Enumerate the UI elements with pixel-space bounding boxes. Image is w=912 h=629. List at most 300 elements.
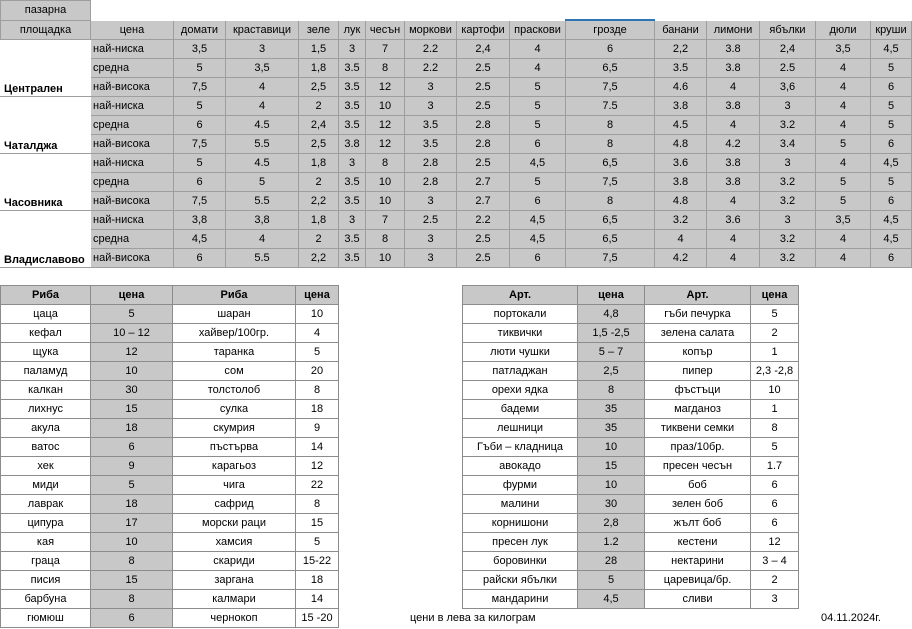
empty-cell xyxy=(871,1,912,21)
price-cell: 10 xyxy=(366,249,405,268)
item-name: толстолоб xyxy=(173,381,296,400)
table-row xyxy=(1,495,339,514)
market-name: Чаталджа xyxy=(1,97,91,154)
item-price: 4,5 xyxy=(578,590,645,609)
table-row xyxy=(463,324,799,343)
price-cell: 5 xyxy=(871,116,912,135)
item-price: 35 xyxy=(578,400,645,419)
price-cell: 4 xyxy=(707,192,760,211)
price-cell: 5 xyxy=(871,97,912,116)
price-cell: 3.5 xyxy=(339,78,366,97)
table-row xyxy=(463,514,799,533)
item-price: 6 xyxy=(751,514,799,533)
item-price: 8 xyxy=(751,419,799,438)
item-name: сулка xyxy=(173,400,296,419)
price-cell: 4 xyxy=(816,78,871,97)
item-price: 15-22 xyxy=(296,552,339,571)
price-level: средна xyxy=(91,59,174,78)
table-row xyxy=(463,438,799,457)
price-cell: 6 xyxy=(871,78,912,97)
item-name: калмари xyxy=(173,590,296,609)
item-name: ватос xyxy=(1,438,91,457)
price-cell: 3.8 xyxy=(707,97,760,116)
price-cell: 3 xyxy=(226,40,299,59)
item-price: 18 xyxy=(91,419,173,438)
item-name: лешници xyxy=(463,419,578,438)
produce-price-table xyxy=(462,285,799,609)
price-cell: 3 xyxy=(405,192,457,211)
table-row xyxy=(1,533,339,552)
price-level: най-висока xyxy=(91,78,174,97)
item-price: 8 xyxy=(91,590,173,609)
price-cell: 3.2 xyxy=(760,116,816,135)
price-cell: 5.5 xyxy=(226,135,299,154)
corner-label-top: пазарна xyxy=(1,1,91,21)
table-row xyxy=(463,343,799,362)
price-cell: 3.5 xyxy=(339,230,366,249)
price-cell: 3.8 xyxy=(655,97,707,116)
header-row xyxy=(1,1,912,21)
header-row xyxy=(1,286,339,305)
price-level: най-висока xyxy=(91,249,174,268)
price-cell: 6 xyxy=(871,249,912,268)
price-cell: 4 xyxy=(510,59,566,78)
item-name: тиквени семки xyxy=(645,419,751,438)
price-cell: 2.8 xyxy=(405,173,457,192)
column-header: цена xyxy=(751,286,799,305)
item-price: 18 xyxy=(296,400,339,419)
price-cell: 3.6 xyxy=(655,154,707,173)
empty-cell xyxy=(366,1,405,21)
price-cell: 2,5 xyxy=(299,135,339,154)
price-cell: 10 xyxy=(366,97,405,116)
table-row xyxy=(1,97,912,116)
price-cell: 4 xyxy=(816,116,871,135)
price-cell: 3 xyxy=(405,249,457,268)
price-cell: 3,5 xyxy=(816,40,871,59)
column-header: цена xyxy=(578,286,645,305)
price-cell: 4,5 xyxy=(510,211,566,230)
price-cell: 3.2 xyxy=(760,249,816,268)
item-price: 15 -20 xyxy=(296,609,339,628)
empty-cell xyxy=(816,1,871,21)
item-price: 35 xyxy=(578,419,645,438)
item-name: пресен лук xyxy=(463,533,578,552)
item-price: 5 xyxy=(751,305,799,324)
item-price: 18 xyxy=(296,571,339,590)
item-price: 5 xyxy=(91,476,173,495)
price-cell: 7,5 xyxy=(174,192,226,211)
empty-cell xyxy=(91,1,174,21)
price-cell: 8 xyxy=(566,135,655,154)
item-name: сафрид xyxy=(173,495,296,514)
table-row xyxy=(1,40,912,59)
item-name: скумрия xyxy=(173,419,296,438)
price-cell: 4 xyxy=(510,40,566,59)
price-cell: 6,5 xyxy=(566,211,655,230)
item-price: 9 xyxy=(91,457,173,476)
price-cell: 5 xyxy=(871,59,912,78)
price-level: най-ниска xyxy=(91,211,174,230)
item-price: 4,8 xyxy=(578,305,645,324)
table-row xyxy=(1,173,912,192)
price-cell: 5 xyxy=(816,192,871,211)
item-price: 10 xyxy=(578,476,645,495)
item-name: боровинки xyxy=(463,552,578,571)
product-header: круши xyxy=(871,20,912,40)
item-price: 8 xyxy=(296,381,339,400)
table-row xyxy=(1,59,912,78)
item-name: сливи xyxy=(645,590,751,609)
price-cell: 3.5 xyxy=(405,135,457,154)
price-cell: 3.2 xyxy=(760,173,816,192)
price-cell: 2.5 xyxy=(457,97,510,116)
price-cell: 7 xyxy=(366,211,405,230)
price-cell: 3 xyxy=(339,154,366,173)
price-cell: 5.5 xyxy=(226,249,299,268)
empty-cell xyxy=(707,1,760,21)
product-header: картофи xyxy=(457,20,510,40)
empty-cell xyxy=(174,1,226,21)
price-header: цена xyxy=(91,20,174,40)
table-row xyxy=(1,116,912,135)
price-cell: 8 xyxy=(366,230,405,249)
item-price: 10 xyxy=(91,362,173,381)
price-cell: 3.8 xyxy=(707,154,760,173)
price-cell: 6 xyxy=(174,249,226,268)
price-cell: 4,5 xyxy=(510,230,566,249)
price-cell: 4.8 xyxy=(655,192,707,211)
item-price: 14 xyxy=(296,590,339,609)
item-price: 2,5 xyxy=(578,362,645,381)
price-cell: 12 xyxy=(366,78,405,97)
table-row xyxy=(1,457,339,476)
product-header: зеле xyxy=(299,20,339,40)
item-name: лихнус xyxy=(1,400,91,419)
price-cell: 10 xyxy=(366,192,405,211)
item-name: пъстърва xyxy=(173,438,296,457)
price-cell: 8 xyxy=(566,192,655,211)
item-price: 3 xyxy=(751,590,799,609)
price-cell: 3 xyxy=(405,230,457,249)
item-name: граца xyxy=(1,552,91,571)
item-price: 5 xyxy=(296,533,339,552)
price-cell: 4 xyxy=(655,230,707,249)
item-name: цаца xyxy=(1,305,91,324)
empty-cell xyxy=(510,1,566,21)
price-cell: 4,5 xyxy=(871,211,912,230)
table-row xyxy=(1,438,339,457)
price-cell: 1,8 xyxy=(299,154,339,173)
item-name: зелена салата xyxy=(645,324,751,343)
product-header: чесън xyxy=(366,20,405,40)
price-cell: 4,5 xyxy=(871,230,912,249)
price-cell: 1,8 xyxy=(299,59,339,78)
price-cell: 3.2 xyxy=(760,230,816,249)
item-name: кая xyxy=(1,533,91,552)
item-price: 10 xyxy=(91,533,173,552)
price-cell: 7,5 xyxy=(566,249,655,268)
price-cell: 2.8 xyxy=(457,116,510,135)
price-cell: 3.6 xyxy=(707,211,760,230)
price-cell: 3,5 xyxy=(816,211,871,230)
item-name: писия xyxy=(1,571,91,590)
item-price: 17 xyxy=(91,514,173,533)
item-price: 30 xyxy=(578,495,645,514)
table-row xyxy=(1,78,912,97)
price-cell: 2.5 xyxy=(457,78,510,97)
table-row xyxy=(463,305,799,324)
item-name: бадеми xyxy=(463,400,578,419)
item-price: 30 xyxy=(91,381,173,400)
table-row xyxy=(1,419,339,438)
item-name: кестени xyxy=(645,533,751,552)
item-price: 6 xyxy=(751,495,799,514)
price-cell: 5 xyxy=(174,97,226,116)
item-price: 12 xyxy=(751,533,799,552)
item-name: морски раци xyxy=(173,514,296,533)
item-name: фъстъци xyxy=(645,381,751,400)
price-cell: 3 xyxy=(405,97,457,116)
table-row xyxy=(1,154,912,173)
item-name: акула xyxy=(1,419,91,438)
item-name: чига xyxy=(173,476,296,495)
item-price: 4 xyxy=(296,324,339,343)
price-cell: 1,8 xyxy=(299,211,339,230)
price-cell: 4 xyxy=(816,154,871,173)
price-cell: 6 xyxy=(871,135,912,154)
item-name: жълт боб xyxy=(645,514,751,533)
price-cell: 5 xyxy=(816,173,871,192)
item-name: магданоз xyxy=(645,400,751,419)
product-header: грозде xyxy=(566,20,655,40)
item-name: карагьоз xyxy=(173,457,296,476)
column-header: цена xyxy=(91,286,173,305)
table-row xyxy=(1,249,912,268)
price-cell: 3 xyxy=(339,211,366,230)
item-price: 15 xyxy=(296,514,339,533)
product-header: лук xyxy=(339,20,366,40)
item-name: чернокоп xyxy=(173,609,296,628)
item-name: сом xyxy=(173,362,296,381)
price-cell: 3 xyxy=(405,78,457,97)
price-cell: 5.5 xyxy=(226,192,299,211)
item-price: 9 xyxy=(296,419,339,438)
item-price: 1,5 -2,5 xyxy=(578,324,645,343)
table-row xyxy=(1,590,339,609)
price-cell: 4 xyxy=(707,116,760,135)
item-name: райски ябълки xyxy=(463,571,578,590)
item-name: малини xyxy=(463,495,578,514)
item-price: 18 xyxy=(91,495,173,514)
price-cell: 3,8 xyxy=(226,211,299,230)
price-cell: 3.2 xyxy=(760,192,816,211)
price-cell: 3,8 xyxy=(174,211,226,230)
column-header: Риба xyxy=(1,286,91,305)
table-row xyxy=(1,400,339,419)
price-cell: 5 xyxy=(174,59,226,78)
price-cell: 2,2 xyxy=(655,40,707,59)
price-cell: 3,5 xyxy=(174,40,226,59)
item-name: нектарини xyxy=(645,552,751,571)
price-cell: 3 xyxy=(760,97,816,116)
table-row xyxy=(1,514,339,533)
item-name: барбуна xyxy=(1,590,91,609)
date-label: 04.11.2024г. xyxy=(821,612,881,624)
item-name: кефал xyxy=(1,324,91,343)
item-name: щука xyxy=(1,343,91,362)
price-cell: 2.7 xyxy=(457,173,510,192)
item-price: 3 – 4 xyxy=(751,552,799,571)
table-row xyxy=(463,495,799,514)
price-cell: 2.5 xyxy=(760,59,816,78)
item-name: Гъби – кладница xyxy=(463,438,578,457)
item-name: фурми xyxy=(463,476,578,495)
price-cell: 3 xyxy=(760,154,816,173)
price-cell: 5 xyxy=(226,173,299,192)
table-row xyxy=(1,476,339,495)
price-cell: 5 xyxy=(816,135,871,154)
price-cell: 6 xyxy=(566,40,655,59)
price-cell: 3.8 xyxy=(707,40,760,59)
price-cell: 3.4 xyxy=(760,135,816,154)
product-header: домати xyxy=(174,20,226,40)
price-cell: 3.5 xyxy=(339,173,366,192)
column-header: Арт. xyxy=(645,286,751,305)
market-name: Часовника xyxy=(1,154,91,211)
price-cell: 3.2 xyxy=(655,211,707,230)
table-row xyxy=(1,135,912,154)
price-cell: 5 xyxy=(510,173,566,192)
item-name: миди xyxy=(1,476,91,495)
price-cell: 2.7 xyxy=(457,192,510,211)
item-name: орехи ядка xyxy=(463,381,578,400)
price-cell: 12 xyxy=(366,116,405,135)
price-cell: 8 xyxy=(366,154,405,173)
price-cell: 4.5 xyxy=(655,116,707,135)
price-cell: 3.5 xyxy=(339,116,366,135)
empty-cell xyxy=(655,1,707,21)
item-name: калкан xyxy=(1,381,91,400)
price-cell: 7 xyxy=(366,40,405,59)
table-row xyxy=(1,552,339,571)
item-name: патладжан xyxy=(463,362,578,381)
price-cell: 4 xyxy=(707,230,760,249)
corner-label-bottom: площадка xyxy=(1,20,91,40)
price-cell: 3.5 xyxy=(405,116,457,135)
price-cell: 3 xyxy=(339,40,366,59)
item-name: скариди xyxy=(173,552,296,571)
item-name: хайвер/100гр. xyxy=(173,324,296,343)
price-cell: 2 xyxy=(299,173,339,192)
table-row xyxy=(1,230,912,249)
column-header: Арт. xyxy=(463,286,578,305)
price-cell: 7,5 xyxy=(174,135,226,154)
price-cell: 5 xyxy=(510,78,566,97)
price-cell: 3,5 xyxy=(226,59,299,78)
item-name: гъби печурка xyxy=(645,305,751,324)
price-level: най-ниска xyxy=(91,97,174,116)
item-name: пипер xyxy=(645,362,751,381)
item-name: шаран xyxy=(173,305,296,324)
price-cell: 5 xyxy=(174,154,226,173)
item-price: 2,8 xyxy=(578,514,645,533)
item-price: 8 xyxy=(578,381,645,400)
market-price-table xyxy=(0,0,912,268)
price-cell: 4 xyxy=(226,230,299,249)
market-name: Централен xyxy=(1,40,91,97)
item-price: 2 xyxy=(751,324,799,343)
price-cell: 4 xyxy=(707,249,760,268)
empty-cell xyxy=(405,1,457,21)
price-cell: 6,5 xyxy=(566,230,655,249)
product-header: ябълки xyxy=(760,20,816,40)
item-price: 28 xyxy=(578,552,645,571)
price-level: най-ниска xyxy=(91,154,174,173)
table-row xyxy=(1,609,339,628)
price-cell: 6,5 xyxy=(566,59,655,78)
price-cell: 2 xyxy=(299,230,339,249)
item-name: паламуд xyxy=(1,362,91,381)
price-cell: 3.8 xyxy=(707,59,760,78)
item-price: 15 xyxy=(578,457,645,476)
table-row xyxy=(463,362,799,381)
price-cell: 4,5 xyxy=(871,40,912,59)
price-cell: 10 xyxy=(366,173,405,192)
item-price: 15 xyxy=(91,571,173,590)
empty-cell xyxy=(760,1,816,21)
item-price: 10 xyxy=(296,305,339,324)
price-cell: 2,2 xyxy=(299,192,339,211)
item-name: заргана xyxy=(173,571,296,590)
item-name: царевица/бр. xyxy=(645,571,751,590)
price-cell: 6,5 xyxy=(566,154,655,173)
item-price: 14 xyxy=(296,438,339,457)
price-cell: 2.5 xyxy=(457,154,510,173)
item-price: 1 xyxy=(751,400,799,419)
price-cell: 5 xyxy=(510,97,566,116)
item-price: 1 xyxy=(751,343,799,362)
header-row xyxy=(1,20,912,40)
price-cell: 8 xyxy=(366,59,405,78)
table-row xyxy=(463,419,799,438)
price-cell: 3.5 xyxy=(655,59,707,78)
item-name: ципура xyxy=(1,514,91,533)
price-cell: 6 xyxy=(174,116,226,135)
item-name: мандарини xyxy=(463,590,578,609)
empty-cell xyxy=(566,1,655,21)
item-price: 10 xyxy=(578,438,645,457)
price-cell: 4.2 xyxy=(655,249,707,268)
market-name: Владиславово xyxy=(1,211,91,268)
price-cell: 2 xyxy=(299,97,339,116)
price-cell: 2.5 xyxy=(457,59,510,78)
price-cell: 2,4 xyxy=(457,40,510,59)
product-header: краставици xyxy=(226,20,299,40)
item-price: 20 xyxy=(296,362,339,381)
item-price: 6 xyxy=(751,476,799,495)
table-row xyxy=(463,400,799,419)
price-cell: 2.8 xyxy=(405,154,457,173)
price-cell: 4 xyxy=(816,249,871,268)
table-row xyxy=(1,305,339,324)
units-note: цени в лева за килограм xyxy=(410,612,536,624)
item-price: 10 xyxy=(751,381,799,400)
price-cell: 6 xyxy=(510,135,566,154)
price-cell: 7,5 xyxy=(566,173,655,192)
table-row xyxy=(463,571,799,590)
item-price: 8 xyxy=(296,495,339,514)
